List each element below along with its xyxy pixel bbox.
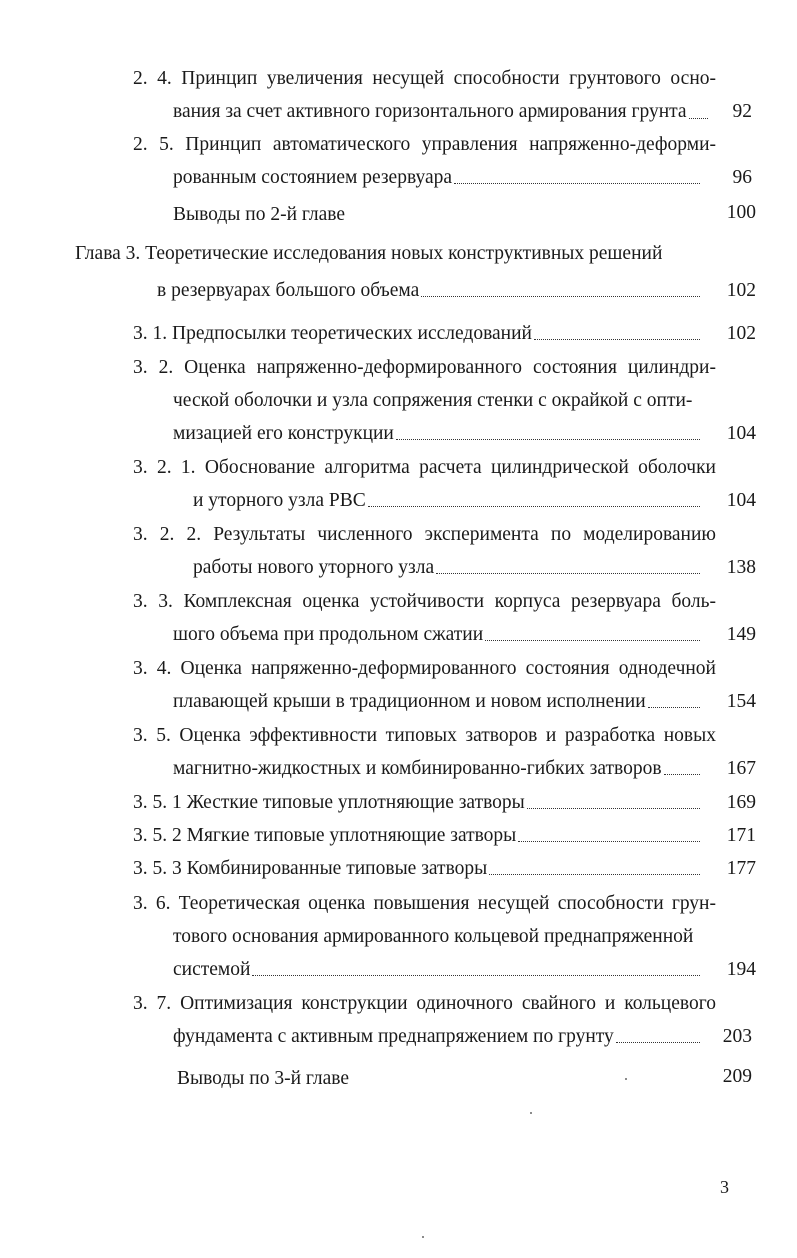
toc-text: и уторного узла РВС	[193, 490, 366, 511]
toc-entry-3-1	[133, 321, 705, 347]
toc-text: плавающей крыши в традиционном и новом исполнении	[173, 691, 646, 712]
toc-page-number: 154	[726, 691, 756, 712]
toc-page-number: 102	[726, 280, 756, 301]
toc-entry-3-6-line-3	[173, 957, 705, 983]
leader-dots	[485, 639, 700, 641]
toc-page-number: 104	[726, 490, 756, 511]
leader-dots	[527, 807, 700, 809]
toc-text: в резервуарах большого объема	[157, 280, 420, 301]
leader-dots	[396, 438, 700, 440]
toc-entry-3-2-line-2	[173, 388, 716, 414]
toc-text: 3. 2. 1. Обоснование алгоритма расчета цилиндрической оболочки	[133, 457, 716, 478]
toc-text: 3. 5. 3 Комбинированные типовые затворы	[133, 858, 488, 879]
leader-dots	[489, 873, 700, 875]
toc-text: работы нового уторного узла	[193, 557, 435, 578]
toc-entry-3-6-line-2	[173, 924, 716, 950]
toc-entry-3-2-2-line-2	[193, 555, 705, 581]
toc-entry-3-2-line-3	[173, 421, 705, 447]
toc-text: Глава 3. Теоретические исследования новых конструктивных решений	[75, 243, 663, 264]
toc-page-number: 203	[722, 1026, 752, 1047]
toc-text: 3. 2. 2. Результаты численного эксперимента по моделированию	[133, 524, 716, 545]
toc-page-number: 177	[726, 858, 756, 879]
scan-speck	[422, 1236, 424, 1238]
toc-entry-conclusions-3	[177, 1066, 349, 1092]
toc-entry-3-5-1	[133, 790, 705, 816]
toc-entry-3-7-line-2	[173, 1024, 705, 1050]
toc-entry-3-5-line-2	[173, 756, 705, 782]
toc-entry-2-4-line-2	[173, 99, 713, 125]
leader-dots	[518, 840, 700, 842]
toc-text: вания за счет активного горизонтального армирования грунта	[173, 101, 687, 122]
toc-chapter-3-line-1	[75, 241, 662, 267]
toc-entry-3-7-line-1	[133, 991, 716, 1017]
leader-dots	[368, 505, 700, 507]
toc-text: магнитно-жидкостных и комбинированно-гибких затворов	[173, 758, 662, 779]
toc-text: системой	[173, 959, 251, 980]
toc-text: 3. 5. 1 Жесткие типовые уплотняющие затворы	[133, 792, 525, 813]
toc-entry-3-3-line-1	[133, 589, 716, 615]
toc-page-number: 104	[726, 423, 756, 444]
toc-text: 2. 4. Принцип увеличения несущей способности грунтового осно-	[133, 68, 716, 89]
toc-text: 3. 2. Оценка напряженно-деформированного состояния цилиндри-	[133, 357, 716, 378]
toc-text: мизацией его конструкции	[173, 423, 394, 444]
scan-speck	[625, 1078, 627, 1080]
toc-entry-3-3-line-2	[173, 622, 705, 648]
toc-chapter-3-line-2	[157, 278, 705, 304]
toc-entry-3-2-line-1	[133, 355, 716, 381]
toc-entry-3-5-2	[133, 823, 705, 849]
toc-page-number: 149	[726, 624, 756, 645]
leader-dots	[436, 572, 700, 574]
toc-text: 3. 6. Теоретическая оценка повышения несущей способности грун-	[133, 893, 716, 914]
toc-page-number: 96	[732, 167, 752, 188]
toc-text: 3. 5. 2 Мягкие типовые уплотняющие затворы	[133, 825, 517, 846]
toc-page-number: 167	[726, 758, 756, 779]
toc-text: 3. 3. Комплексная оценка устойчивости корпуса резервуара боль-	[133, 591, 716, 612]
toc-text: 3. 1. Предпосылки теоретических исследований	[133, 323, 532, 344]
toc-page-number: 102	[726, 323, 756, 344]
leader-dots	[648, 706, 700, 708]
toc-entry-2-5-line-2	[173, 165, 705, 191]
leader-dots	[664, 773, 700, 775]
toc-text: тового основания армированного кольцевой преднапряженной	[173, 926, 694, 947]
toc-text: 3. 5. Оценка эффективности типовых затворов и разработка новых	[133, 725, 716, 746]
toc-entry-3-4-line-2	[173, 689, 705, 715]
toc-text: Выводы по 3-й главе	[177, 1068, 350, 1089]
toc-text: Выводы по 2-й главе	[173, 204, 346, 225]
toc-page-number: 92	[732, 101, 752, 122]
toc-page-number: 171	[726, 825, 756, 846]
page-number: 3	[720, 1177, 729, 1197]
toc-text: рованным состоянием резервуара	[173, 167, 453, 188]
leader-dots	[252, 974, 700, 976]
toc-entry-2-5-line-1	[133, 132, 716, 158]
toc-text: 3. 7. Оптимизация конструкции одиночного свайного и кольцевого	[133, 993, 716, 1014]
toc-entry-3-5-line-1	[133, 723, 716, 749]
leader-dots	[616, 1041, 700, 1043]
toc-text: 2. 5. Принцип автоматического управления напряженно-деформи-	[133, 134, 716, 155]
scan-speck	[530, 1112, 532, 1114]
toc-text: 3. 4. Оценка напряженно-деформированного состояния однодечной	[133, 658, 716, 679]
toc-page-number: 194	[726, 959, 756, 980]
leader-dots	[534, 338, 700, 340]
toc-entry-3-4-line-1	[133, 656, 716, 682]
toc-entry-3-2-1-line-1	[133, 455, 716, 481]
toc-text: ческой оболочки и узла сопряжения стенки с окрайкой с опти-	[173, 390, 693, 411]
toc-page-number: 100	[726, 202, 756, 223]
leader-dots	[421, 295, 700, 297]
toc-entry-3-5-3	[133, 856, 705, 882]
toc-entry-3-2-2-line-1	[133, 522, 716, 548]
leader-dots	[454, 182, 700, 184]
toc-entry-conclusions-2	[173, 202, 345, 228]
toc-text: фундамента с активным преднапряжением по грунту	[173, 1026, 614, 1047]
toc-entry-3-2-1-line-2	[193, 488, 705, 514]
toc-page-number: 138	[726, 557, 756, 578]
toc-page-number: 169	[726, 792, 756, 813]
toc-text: шого объема при продольном сжатии	[173, 624, 484, 645]
toc-entry-3-6-line-1	[133, 891, 716, 917]
toc-page-number: 209	[722, 1066, 752, 1087]
toc-entry-2-4-line-1	[133, 66, 716, 92]
